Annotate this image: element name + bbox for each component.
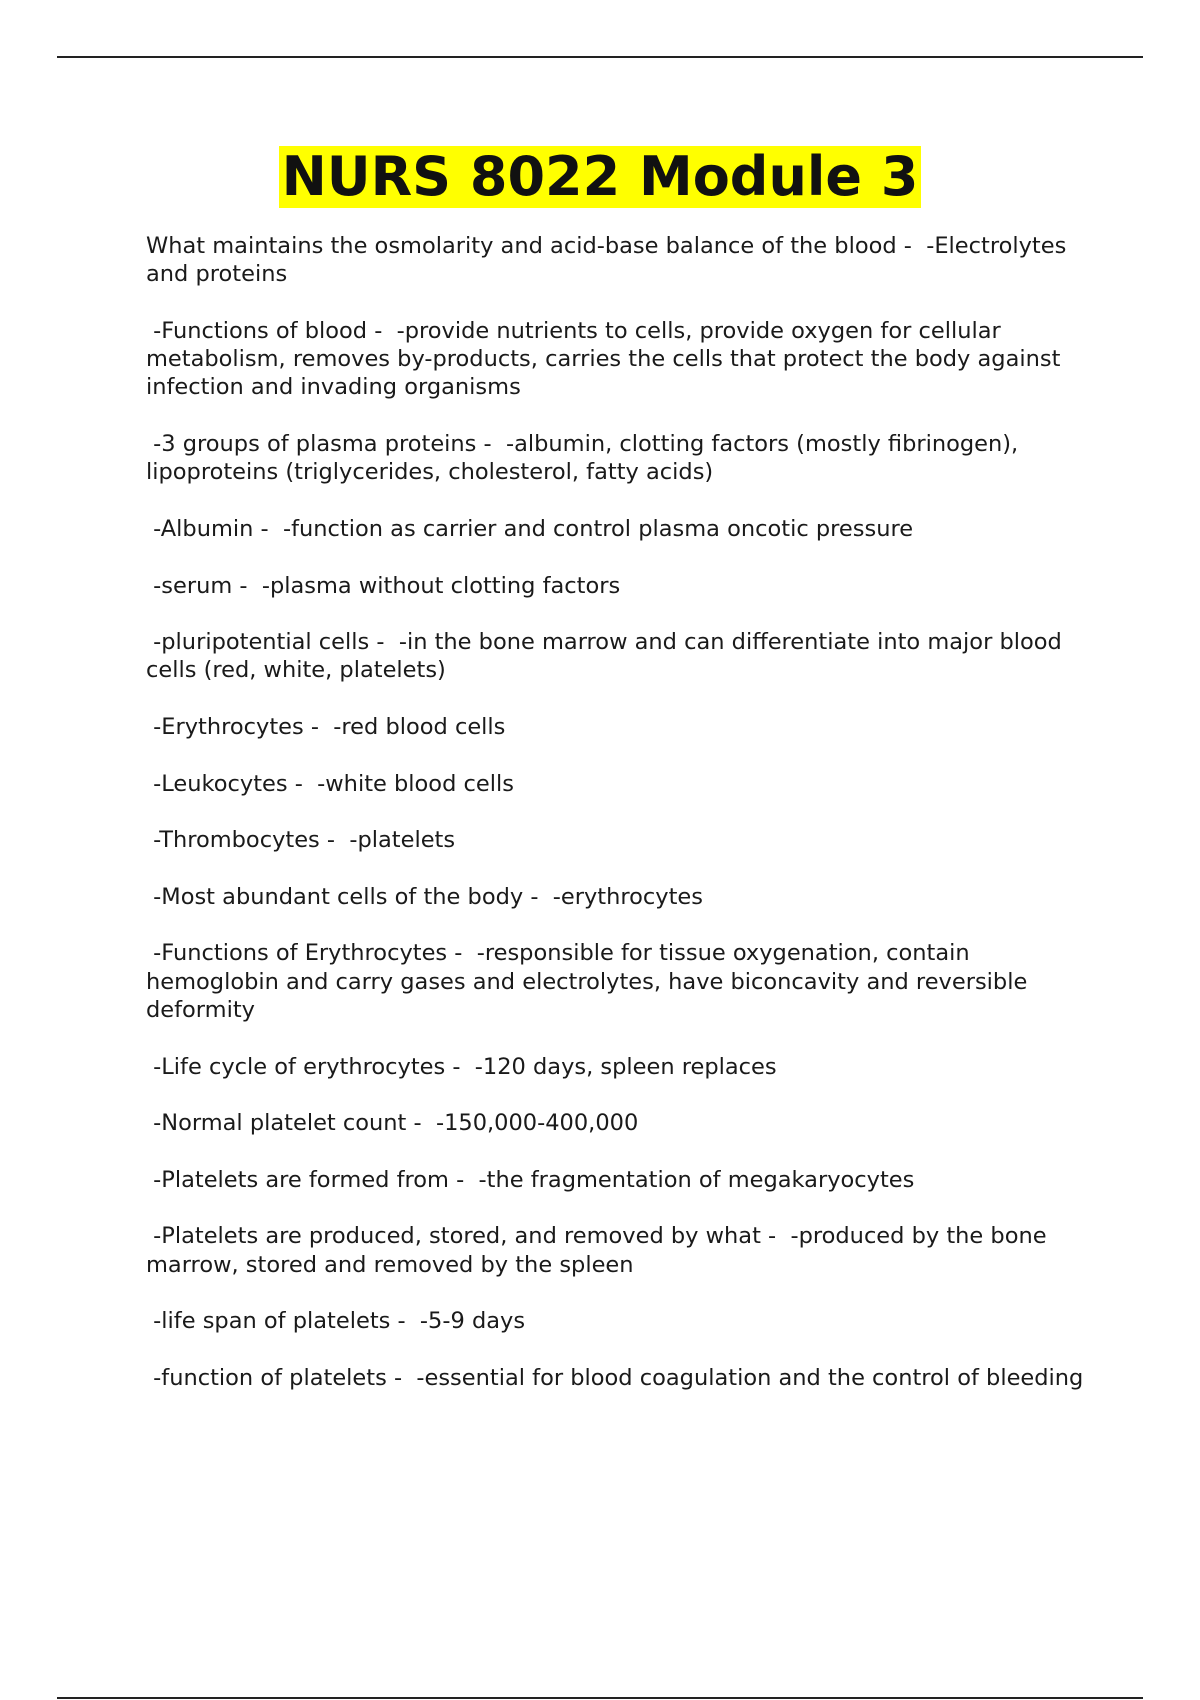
qa-entry-16: -life span of platelets - -5-9 days bbox=[146, 1308, 526, 1335]
top-divider bbox=[57, 56, 1143, 58]
qa-entry-8: -Leukocytes - -white blood cells bbox=[146, 770, 514, 797]
qa-entry-3: -3 groups of plasma proteins - -albumin, clotting factors (mostly fibrinogen), lipoproteins (triglycerides, cholesterol, fatty acids) bbox=[146, 431, 1026, 486]
qa-entry-14: -Platelets are formed from - -the fragmentation of megakaryocytes bbox=[146, 1166, 915, 1193]
qa-entry-12: -Life cycle of erythrocytes - -120 days, spleen replaces bbox=[146, 1053, 777, 1080]
qa-entry-4: -Albumin - -function as carrier and control plasma oncotic pressure bbox=[146, 515, 914, 542]
qa-entry-15: -Platelets are produced, stored, and removed by what - -produced by the bone marrow, stored and removed by the spleen bbox=[146, 1223, 1054, 1278]
qa-entry-10: -Most abundant cells of the body - -erythrocytes bbox=[146, 883, 703, 910]
document-body bbox=[146, 232, 1096, 1420]
qa-entry-2: -Functions of blood - -provide nutrients to cells, provide oxygen for cellular metabolism, removes by-products, carries the cells that protect the body against infection and invading organisms bbox=[146, 317, 1068, 401]
qa-entry-1: What maintains the osmolarity and acid-base balance of the blood - -Electrolytes and proteins bbox=[146, 233, 1074, 288]
qa-entry-11: -Functions of Erythrocytes - -responsible for tissue oxygenation, contain hemoglobin and carry gases and electrolytes, have biconcavity and reversible deformity bbox=[146, 940, 1035, 1024]
qa-entry-13: -Normal platelet count - -150,000-400,000 bbox=[146, 1110, 639, 1137]
qa-entry-5: -serum - -plasma without clotting factors bbox=[146, 572, 621, 599]
qa-entry-9: -Thrombocytes - -platelets bbox=[146, 827, 456, 854]
qa-entry-6: -pluripotential cells - -in the bone marrow and can differentiate into major blood cells (red, white, platelets) bbox=[146, 629, 1069, 684]
title-container bbox=[0, 146, 1200, 208]
qa-entry-7: -Erythrocytes - -red blood cells bbox=[146, 714, 506, 741]
qa-entry-17: -function of platelets - -essential for blood coagulation and the control of bleeding bbox=[146, 1364, 1084, 1391]
bottom-divider bbox=[57, 1697, 1143, 1699]
page-title: NURS 8022 Module 3 bbox=[279, 146, 922, 208]
